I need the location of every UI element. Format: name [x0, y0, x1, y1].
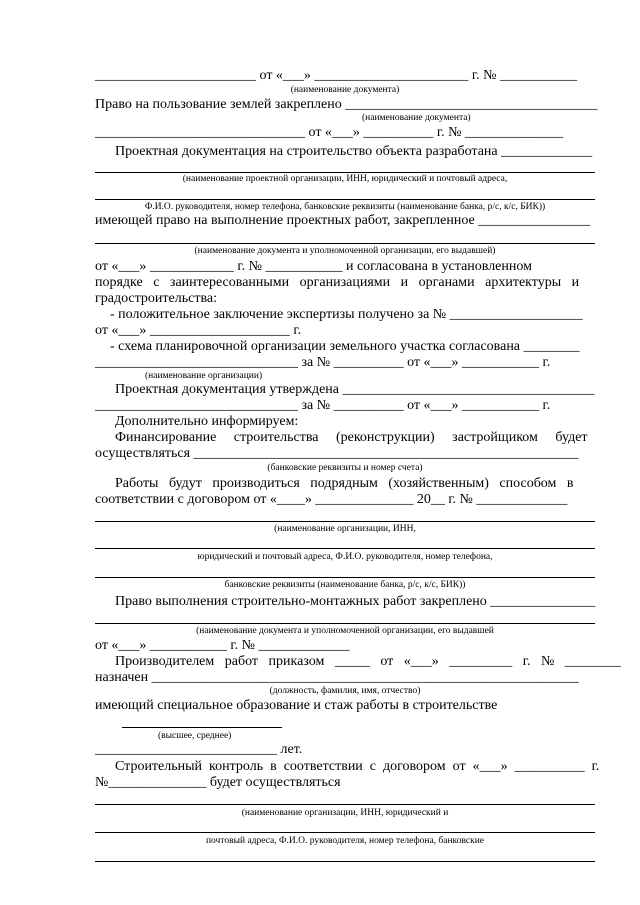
- caption-bank: банковские реквизиты (наименование банка, р/с, к/с, БИК)): [224, 580, 466, 590]
- caption-supervision-org: (наименование организации, ИНН, юридический и: [241, 808, 449, 818]
- doc-line-scheme-number: _____________________________ за № __________ от «___» ___________ г.: [95, 355, 551, 370]
- caption-education-level: (высшее, среднее): [158, 731, 232, 741]
- doc-line-approved-number: _____________________________ за № __________ от «___» ___________ г.: [95, 398, 551, 413]
- doc-line-construction-rights: Право выполнения строительно-монтажных работ закреплено _______________: [115, 594, 596, 609]
- caption-document-org: (наименование документа и уполномоченной организации, его выдавшей): [194, 246, 496, 256]
- doc-line-urban: градостроительства:: [95, 291, 217, 306]
- doc-line-additional: Дополнительно информируем:: [115, 414, 299, 429]
- blank-rule: [122, 727, 282, 728]
- doc-line-expertise-date: от «___» ____________________ г.: [95, 323, 302, 338]
- doc-line-works: Работы будут производиться подрядным (хозяйственным) способом в: [115, 476, 574, 491]
- doc-line-order: порядке с заинтересованными организациями и органами архитектуры и: [95, 275, 580, 290]
- doc-line-date-number: ______________________________ от «___» __________ г. № ______________: [95, 125, 563, 140]
- blank-rule: [95, 623, 595, 624]
- doc-line-rights: имеющей право на выполнение проектных работ, закрепленное ________________: [95, 213, 591, 228]
- doc-line-1: _______________________ от «___» ______________________ г. № ___________: [95, 68, 577, 83]
- doc-line-manager-order: Производителем работ приказом _____ от «___» _________ г. № ________: [115, 654, 621, 669]
- doc-line-years: __________________________ лет.: [95, 742, 303, 757]
- doc-line-contract: соответствии с договором от «____» ______________ 20__ г. № _____________: [95, 492, 568, 507]
- caption-bank-details: (банковские реквизиты и номер счета): [267, 463, 423, 473]
- doc-line-rights-date: от «___» ___________ г. № _____________: [95, 638, 350, 653]
- blank-rule: [95, 521, 595, 522]
- doc-line-financing-2: осуществляться _______________________________________________________: [95, 446, 579, 461]
- doc-line-appointed: назначен _____________________________________________________________: [95, 670, 579, 685]
- blank-rule: [95, 548, 595, 549]
- doc-line-education: имеющий специальное образование и стаж работы в строительстве: [95, 698, 498, 713]
- doc-line-financing: Финансирование строительства (реконструкции) застройщиком будет: [115, 430, 588, 445]
- caption-address: юридический и почтовый адреса, Ф.И.О. руководителя, номер телефона,: [197, 552, 493, 562]
- caption-supervision-address: почтовый адреса, Ф.И.О. руководителя, номер телефона, банковские: [205, 836, 485, 846]
- caption-org-details: Ф.И.О. руководителя, номер телефона, банковские реквизиты (наименование банка, р/с, к/с, БИК)): [144, 202, 546, 212]
- blank-rule: [95, 804, 595, 805]
- blank-rule: [95, 199, 595, 200]
- doc-line-scheme: - схема планировочной организации земельного участка согласована ________: [110, 339, 580, 354]
- doc-line-project-docs: Проектная документация на строительство объекта разработана _____________: [115, 144, 593, 159]
- doc-line-supervision: Строительный контроль в соответствии с договором от «___» __________ г.: [115, 759, 600, 774]
- caption-org-inn: (наименование организации, ИНН,: [274, 524, 416, 534]
- doc-line-land-right: Право на пользование землей закреплено ____________________________________: [95, 97, 598, 112]
- blank-rule: [95, 172, 595, 173]
- caption-organization: (наименование организации): [145, 371, 263, 381]
- doc-line-expertise: - положительное заключение экспертизы получено за № ___________________: [110, 307, 583, 322]
- caption-document-name: (наименование документа): [290, 85, 400, 95]
- doc-line-agreed: от «___» ____________ г. № ___________ и согласована в установленном: [95, 259, 532, 274]
- blank-rule: [95, 577, 595, 578]
- caption-position-name: (должность, фамилия, имя, отчество): [269, 686, 421, 696]
- blank-rule: [95, 243, 595, 244]
- blank-rule: [95, 861, 595, 862]
- doc-line-approved: Проектная документация утверждена ____________________________________: [115, 382, 595, 397]
- caption-document-org-2: (наименование документа и уполномоченной организации, его выдавшей: [196, 626, 494, 636]
- doc-line-supervision-2: №______________ будет осуществляться: [95, 775, 341, 790]
- caption-project-org: (наименование проектной организации, ИНН, юридический и почтовый адреса,: [182, 174, 508, 184]
- blank-rule: [95, 832, 595, 833]
- caption-document-name-2: (наименование документа): [362, 113, 471, 123]
